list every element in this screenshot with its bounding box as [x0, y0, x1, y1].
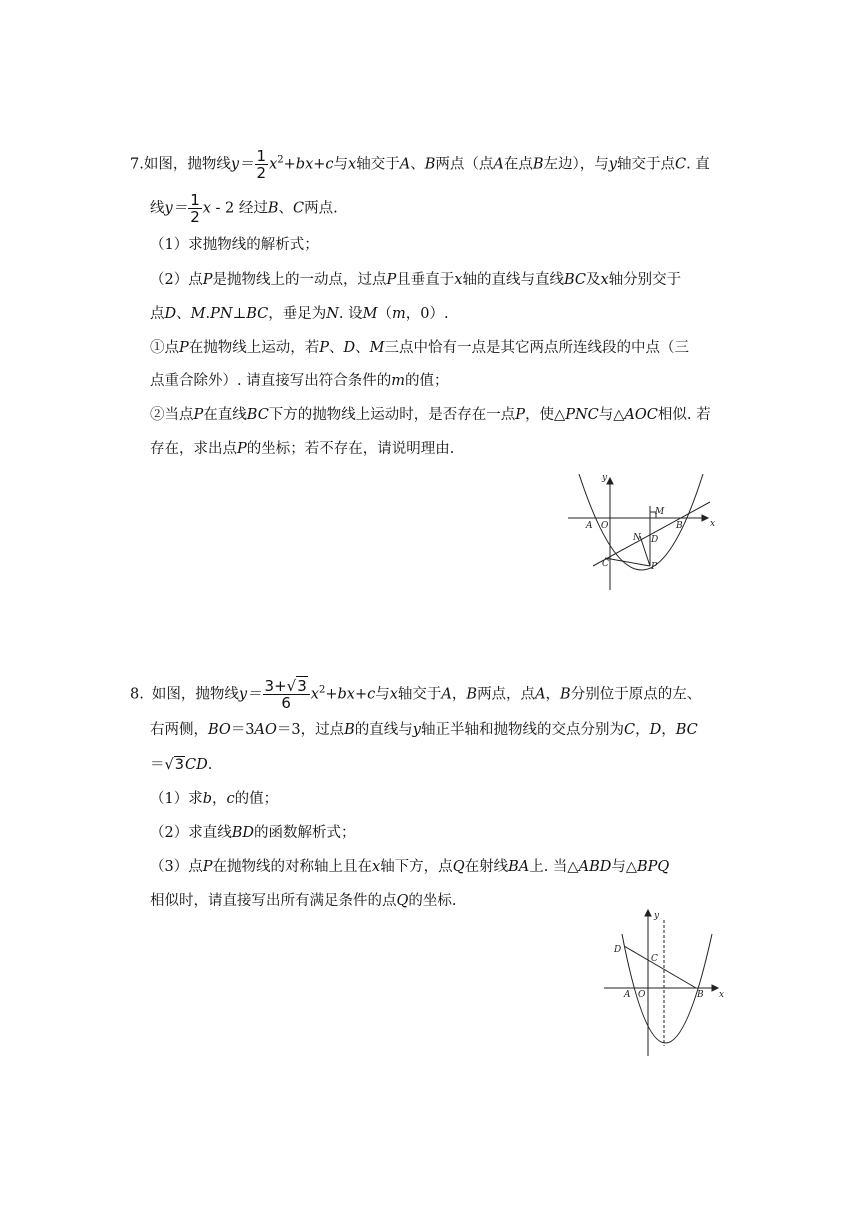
text: （1）求: [150, 791, 203, 807]
q7-sub-1: [150, 338, 689, 358]
math: Q: [396, 893, 409, 909]
math: ABD: [578, 859, 612, 875]
text: （2）求直线: [150, 825, 232, 841]
math: C: [674, 156, 687, 173]
math: PN: [210, 306, 233, 322]
label-y: y: [602, 474, 608, 483]
text: ＝: [150, 757, 165, 773]
text: 是抛物线上的一动点，过点: [212, 272, 387, 288]
text: ①点: [150, 340, 179, 356]
math: x: [269, 156, 278, 173]
math: x: [600, 272, 609, 288]
text: 轴下方，点: [380, 859, 453, 875]
math: b: [202, 791, 213, 807]
math: P: [386, 272, 397, 288]
text: . 设: [338, 306, 363, 322]
text: 与△: [611, 859, 638, 875]
math: A: [493, 156, 504, 173]
text: 左边），与: [543, 156, 609, 173]
text: 、: [410, 156, 425, 173]
text: . 直: [686, 156, 710, 173]
q7-sub-1-cont: [150, 371, 448, 391]
text: 两点，点: [477, 686, 536, 703]
text: 在点: [503, 156, 533, 173]
math: BPQ: [637, 859, 670, 875]
math: M: [369, 340, 385, 356]
text: 如图，抛物线: [143, 156, 231, 173]
math: D: [649, 722, 662, 738]
math: P: [319, 340, 330, 356]
label-y: y: [654, 911, 660, 921]
text: 的坐标.: [408, 893, 457, 909]
label-c: C: [651, 954, 658, 964]
math: BA: [508, 859, 530, 875]
text: 两点（点: [435, 156, 494, 173]
label-o: O: [638, 990, 646, 1000]
text: 、: [355, 340, 370, 356]
text: （1）求抛物线的解析式；: [150, 237, 319, 253]
label-p: P: [651, 562, 658, 572]
math: B: [344, 722, 355, 738]
exponent: 2: [277, 154, 284, 166]
math: A: [441, 686, 452, 703]
text: 与△: [598, 407, 625, 423]
text: 两点.: [304, 200, 338, 217]
label-x: x: [710, 519, 716, 529]
math: c: [226, 791, 235, 807]
text: 在射线: [464, 859, 509, 875]
text: 轴的直线与直线: [462, 272, 564, 288]
math: P: [237, 441, 247, 457]
math: x: [454, 272, 463, 288]
math: P: [515, 407, 526, 423]
q8-line-2: [150, 720, 698, 740]
text: 轴交于: [356, 156, 400, 173]
text: ，: [545, 686, 561, 703]
q7-part-2-cont: [150, 304, 449, 324]
math: BC: [246, 306, 269, 322]
math: 3+: [264, 677, 287, 695]
q8-line-3: [150, 755, 212, 775]
text: 下方的抛物线上运动时，是否存在一点: [268, 407, 516, 423]
math: BC: [675, 722, 698, 738]
math: P: [193, 407, 204, 423]
text: （3）点: [150, 859, 203, 875]
text: ，: [212, 791, 227, 807]
math: D: [164, 306, 177, 322]
text: ，使△: [525, 407, 566, 423]
fraction: [255, 148, 269, 181]
math: AOC: [624, 407, 658, 423]
y-axis-arrow: [645, 910, 651, 916]
text: - 2 经过: [210, 200, 268, 217]
sqrt: √3: [286, 677, 307, 695]
y-axis-arrow: [607, 478, 613, 484]
numerator: [263, 678, 310, 695]
math: M: [362, 306, 378, 322]
text: ＝3: [230, 722, 255, 738]
radicand: 3: [174, 757, 184, 773]
text: 点重合除外）. 请直接写出符合条件的: [150, 373, 392, 389]
text: 在抛物线上运动，若: [188, 340, 320, 356]
label-x: x: [719, 990, 725, 1000]
text: 、: [176, 306, 191, 322]
text: 轴交于点: [616, 156, 675, 173]
math: +bx+c: [325, 686, 376, 703]
math: B: [532, 156, 544, 173]
math: B: [466, 686, 478, 703]
math: y＝: [230, 156, 254, 173]
text: 及: [585, 272, 601, 288]
question-number: 7.: [130, 156, 144, 173]
math: m: [391, 373, 405, 389]
q8-part-3: [150, 857, 669, 877]
exponent: 2: [318, 684, 326, 696]
math: x: [202, 200, 211, 217]
text: 、: [329, 340, 344, 356]
math: y＝: [238, 686, 262, 703]
numerator: 1: [256, 147, 267, 165]
q7-sub-2: [150, 405, 711, 425]
math: BC: [563, 272, 586, 288]
text: ，: [451, 686, 467, 703]
q8-figure: [600, 906, 730, 1058]
math: y: [608, 156, 617, 173]
math: m: [392, 306, 406, 322]
text: 轴分别交于: [608, 272, 682, 288]
sqrt: √3: [164, 757, 184, 773]
math: P: [202, 859, 213, 875]
text: 右两侧，: [150, 722, 208, 738]
label-a: A: [624, 990, 631, 1000]
math: C: [293, 200, 305, 217]
x-axis-arrow: [702, 515, 708, 521]
radicand: 3: [297, 677, 307, 695]
text: ，0）.: [405, 306, 449, 322]
q7-line-1: [130, 148, 710, 181]
question-number: 8.: [130, 686, 144, 703]
text: 的直线与: [354, 722, 413, 738]
math: BO: [208, 722, 231, 738]
fraction: [188, 192, 202, 225]
text: 分别位于原点的左、: [570, 686, 702, 703]
q8-part-2: [150, 823, 356, 843]
text: 、: [278, 200, 294, 217]
text: .: [207, 757, 213, 773]
text: 与: [333, 156, 349, 173]
label-m: M: [655, 507, 665, 517]
text: ，: [661, 722, 676, 738]
text: 轴正半轴和抛物线的交点分别为: [421, 722, 624, 738]
math: D: [343, 340, 356, 356]
q7-part-1: [150, 235, 319, 255]
text: 线: [150, 200, 165, 217]
text: 存在，求出点: [150, 441, 237, 457]
math: AO: [254, 722, 277, 738]
q8-line-1: [130, 678, 701, 711]
text: 三点中恰有一点是其它两点所连线段的中点（三: [384, 340, 690, 356]
math: Q: [452, 859, 465, 875]
text: 且垂直于: [396, 272, 455, 288]
math: PNC: [565, 407, 599, 423]
text: ，: [635, 722, 650, 738]
numerator: 1: [190, 191, 200, 209]
math: P: [202, 272, 213, 288]
math: BD: [231, 825, 255, 841]
math: M: [190, 306, 206, 322]
q7-figure: [560, 474, 730, 594]
denominator: 2: [256, 164, 267, 182]
text: 相似. 若: [657, 407, 711, 423]
math: y: [412, 722, 421, 738]
text: ，垂足为: [268, 306, 327, 322]
math: x: [372, 859, 381, 875]
math: N: [326, 306, 339, 322]
text: 在直线: [203, 407, 247, 423]
segment-pn: [640, 536, 650, 566]
text: （: [377, 306, 392, 322]
text: 的值；: [404, 373, 449, 389]
text: .: [205, 306, 211, 322]
math: BC: [246, 407, 269, 423]
text: 点: [150, 306, 165, 322]
label-a: A: [586, 521, 593, 531]
math: x: [348, 156, 357, 173]
label-b: B: [697, 990, 704, 1000]
text: 上. 当△: [529, 859, 579, 875]
text: （2）点: [150, 272, 203, 288]
label-o: O: [601, 521, 609, 531]
label-d: D: [614, 945, 622, 955]
denominator: 2: [190, 208, 200, 226]
q8-part-1: [150, 789, 278, 809]
math: y＝: [164, 200, 188, 217]
parabola: [579, 474, 703, 570]
label-d: D: [651, 535, 659, 545]
text: ②当点: [150, 407, 194, 423]
text: 的值；: [234, 791, 279, 807]
text: 与: [375, 686, 390, 703]
math: B: [424, 156, 436, 173]
q7-sub-2-cont: [150, 439, 454, 459]
text: ＝3，过点: [276, 722, 345, 738]
denominator: 6: [281, 694, 291, 712]
text: 的坐标；若不存在，请说明理由.: [246, 441, 455, 457]
math: +bx+c: [283, 156, 334, 173]
fraction: [263, 678, 310, 711]
math: A: [535, 686, 546, 703]
math: C: [624, 722, 636, 738]
text: 的函数解析式；: [254, 825, 356, 841]
label-c: C: [602, 559, 609, 569]
text: 轴交于: [397, 686, 442, 703]
label-b: B: [676, 521, 683, 531]
text: 在抛物线的对称轴上且在: [212, 859, 372, 875]
math: x: [389, 686, 398, 703]
math: CD: [184, 757, 208, 773]
math: A: [399, 156, 411, 173]
text: 相似时，请直接写出所有满足条件的点: [150, 893, 397, 909]
text: ⊥: [232, 306, 247, 322]
math: B: [267, 200, 279, 217]
math: B: [560, 686, 571, 703]
q8-part-3-cont: [150, 891, 457, 911]
x-axis-arrow: [712, 985, 718, 991]
q7-part-2: [150, 270, 681, 290]
q7-line-2: [150, 192, 338, 225]
label-n: N: [633, 533, 641, 543]
math: P: [179, 340, 189, 356]
line-bd: [624, 946, 696, 988]
text: 如图，抛物线: [151, 686, 239, 703]
math: x: [310, 686, 319, 703]
